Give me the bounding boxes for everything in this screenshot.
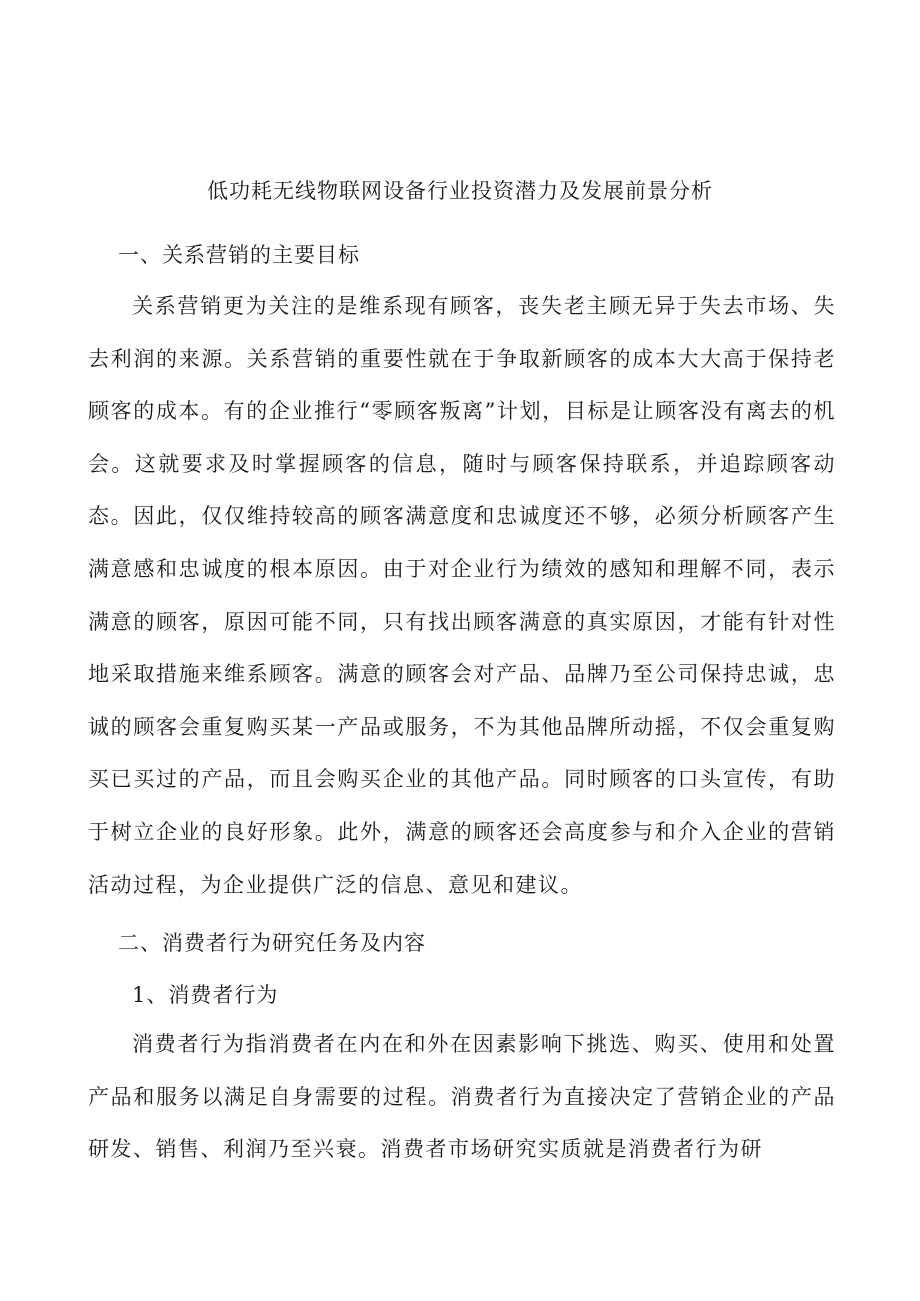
subsection-heading-consumer-behavior: 1、消费者行为	[132, 983, 279, 1007]
section-heading-consumer-behavior-research: 二、消费者行为研究任务及内容	[118, 931, 426, 955]
document-title: 低功耗无线物联网设备行业投资潜力及发展前景分析	[207, 179, 713, 203]
section-heading-relationship-marketing: 一、关系营销的主要目标	[118, 243, 360, 267]
section-paragraph-consumer-behavior: 消费者行为指消费者在内在和外在因素影响下挑选、购买、使用和处置产品和服务以满足自身需要的过程。消费者行为直接决定了营销企业的产品研发、销售、利润乃至兴衰。消费者市场研究实质就是消费者行为研	[88, 1032, 836, 1162]
section-paragraph-relationship-marketing: 关系营销更为关注的是维系现有顾客，丧失老主顾无异于失去市场、失去利润的来源。关系营销的重要性就在于争取新顾客的成本大大高于保持老顾客的成本。有的企业推行“零顾客叛离”计划，目标是让顾客没有离去的机会。这就要求及时掌握顾客的信息，随时与顾客保持联系，并追踪顾客动态。因此，仅仅维持较高的顾客满意度和忠诚度还不够，必须分析顾客产生满意感和忠诚度的根本原因。由于对企业行为绩效的感知和理解不同，表示满意的顾客，原因可能不同，只有找出顾客满意的真实原因，才能有针对性地采取措施来维系顾客。满意的顾客会对产品、品牌乃至公司保持忠诚，忠诚的顾客会重复购买某一产品或服务，不为其他品牌所动摇，不仅会重复购买已买过的产品，而且会购买企业的其他产品。同时顾客的口头宣传，有助于树立企业的良好形象。此外，满意的顾客还会高度参与和介入企业的营销活动过程，为企业提供广泛的信息、意见和建议。	[88, 294, 836, 897]
